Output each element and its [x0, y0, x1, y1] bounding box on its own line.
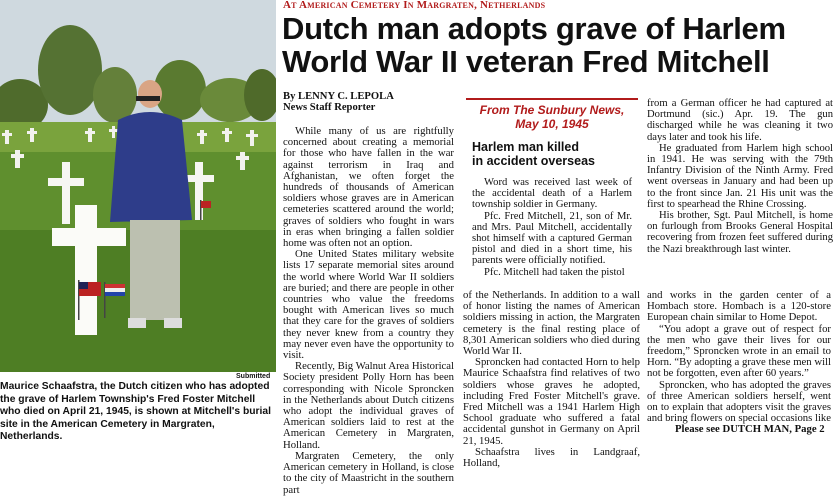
- headline: Dutch man adopts grave of Harlem World War II veteran Fred Mitchell: [282, 11, 786, 79]
- paragraph: Recently, Big Walnut Area Historical Society president Polly Horn has been corresponding with Nicole Sproncken in the Netherlands about Dutch citizens who adopt the individual graves of American soldiers laid to rest at the American Cemetery in Margraten, Holland.: [283, 360, 454, 451]
- paragraph: While many of us are rightfully concerned about creating a memorial for those who have fallen in the war against terrorism in Iraq and Afghanistan, we often forget the hundreds of thousands of American soldiers whose graves are in American cemeteries scattered around the world; graves of soldiers who fought in wars in eras when bringing a fallen soldier home was often not an option.: [283, 125, 454, 250]
- article-column-2: [463, 290, 640, 469]
- paragraph: Sproncken had contacted Horn to help Maurice Schaafstra find relatives of two soldiers whose graves he adopted, including Fred Foster Mitchell's grave. Fred Mitchell was a 1941 Harlem High School graduate who suffered a fatal accidental gunshot in Germany on April 21, 1945.: [463, 356, 640, 447]
- section-kicker: At American Cemetery In Margraten, Netherlands: [283, 0, 546, 11]
- paragraph: He graduated from Harlem high school in 1941. He was serving with the 79th Infantry Division of the Ninth Army. Fred went overseas in January and had been up to the front since Jan. 21 His unit was the first to spearhead the Rhine Crossing.: [647, 142, 833, 210]
- byline-name: By LENNY C. LEPOLA: [283, 91, 394, 102]
- paragraph: from a German officer he had captured at Dortmund (sic.) Apr. 19. The gun discharged while he was cleaning it two days later and took his life.: [647, 98, 833, 143]
- paragraph: One United States military website lists 17 separate memorial sites around the world where World War II soldiers are buried; and there are people in other countries who value the freedoms bought with American lives so much that they care for the graves of soldiers they never knew from a country they may never even have the opportunity to visit.: [283, 248, 454, 362]
- cemetery-photo: [0, 0, 276, 372]
- paragraph: of the Netherlands. In addition to a wall of honor listing the names of American soldiers missing in action, the Margraten cemetery is the final resting place of 8,301 American soldiers who died during World War II.: [463, 289, 640, 358]
- jump-line[interactable]: Please see DUTCH MAN, Page 2: [675, 423, 825, 435]
- paragraph: Sproncken, who has adopted the graves of three American soldiers herself, went on to explain that adopters visit the graves and bring flowers on special occasions like: [647, 378, 832, 425]
- sidebar-title: [466, 103, 638, 131]
- paragraph: Schaafstra lives in Landgraaf, Holland,: [463, 445, 640, 470]
- photo-credit: Submitted: [236, 373, 271, 380]
- photo-illustration: [0, 0, 276, 372]
- paragraph: His brother, Sgt. Paul Mitchell, is home on furlough from Brooks General Hospital recovering from frozen feet suffered during the Nazi breakthrough last winter.: [647, 210, 833, 255]
- sidebar-title-line: From The Sunbury News,: [479, 103, 625, 117]
- sidebar-headline-line: in accident overseas: [472, 154, 595, 168]
- sidebar-title-line: May 10, 1945: [515, 117, 589, 131]
- article-column-3: [647, 290, 831, 424]
- sidebar-headline: [472, 140, 638, 168]
- sidebar-continued: [647, 98, 833, 255]
- paragraph: Word was received last week of the accidental death of a Harlem township soldier in Germany.: [472, 177, 632, 211]
- sidebar-body: [472, 177, 632, 278]
- paragraph: Pfc. Mitchell had taken the pistol: [484, 266, 625, 278]
- article-column-1: [283, 126, 454, 496]
- byline-title: News Staff Reporter: [283, 102, 376, 113]
- photo-caption: Maurice Schaafstra, the Dutch citizen who has adopted the grave of Harlem Township's Fred Foster Mitchell who died on April 21, 1945, is shown at Mitchell's burial site in the American Cemetery in Margraten, Netherlands.: [0, 381, 271, 443]
- sidebar-box: [466, 98, 638, 276]
- paragraph: and works in the garden center of a Hombach store. Hombach is a 120-store European chain similar to Home Depot.: [647, 289, 831, 324]
- paragraph: Pfc. Fred Mitchell, 21, son of Mr. and Mrs. Paul Mitchell, accidentally shot himself with a captured German pistol and died in a short time, his parents were officially notified.: [472, 210, 632, 267]
- paragraph: “You adopt a grave out of respect for the men who gave their lives for our freedom,” Sproncken wrote in an email to Horn. “By adopting a grave these men will not be forgotten, even after 60 years.”: [647, 322, 831, 380]
- sidebar-headline-line: Harlem man killed: [472, 140, 579, 154]
- byline: [283, 91, 394, 113]
- paragraph: Margraten Cemetery, the only American cemetery in Holland, is close to the city of Maastricht in the southern part: [283, 449, 454, 496]
